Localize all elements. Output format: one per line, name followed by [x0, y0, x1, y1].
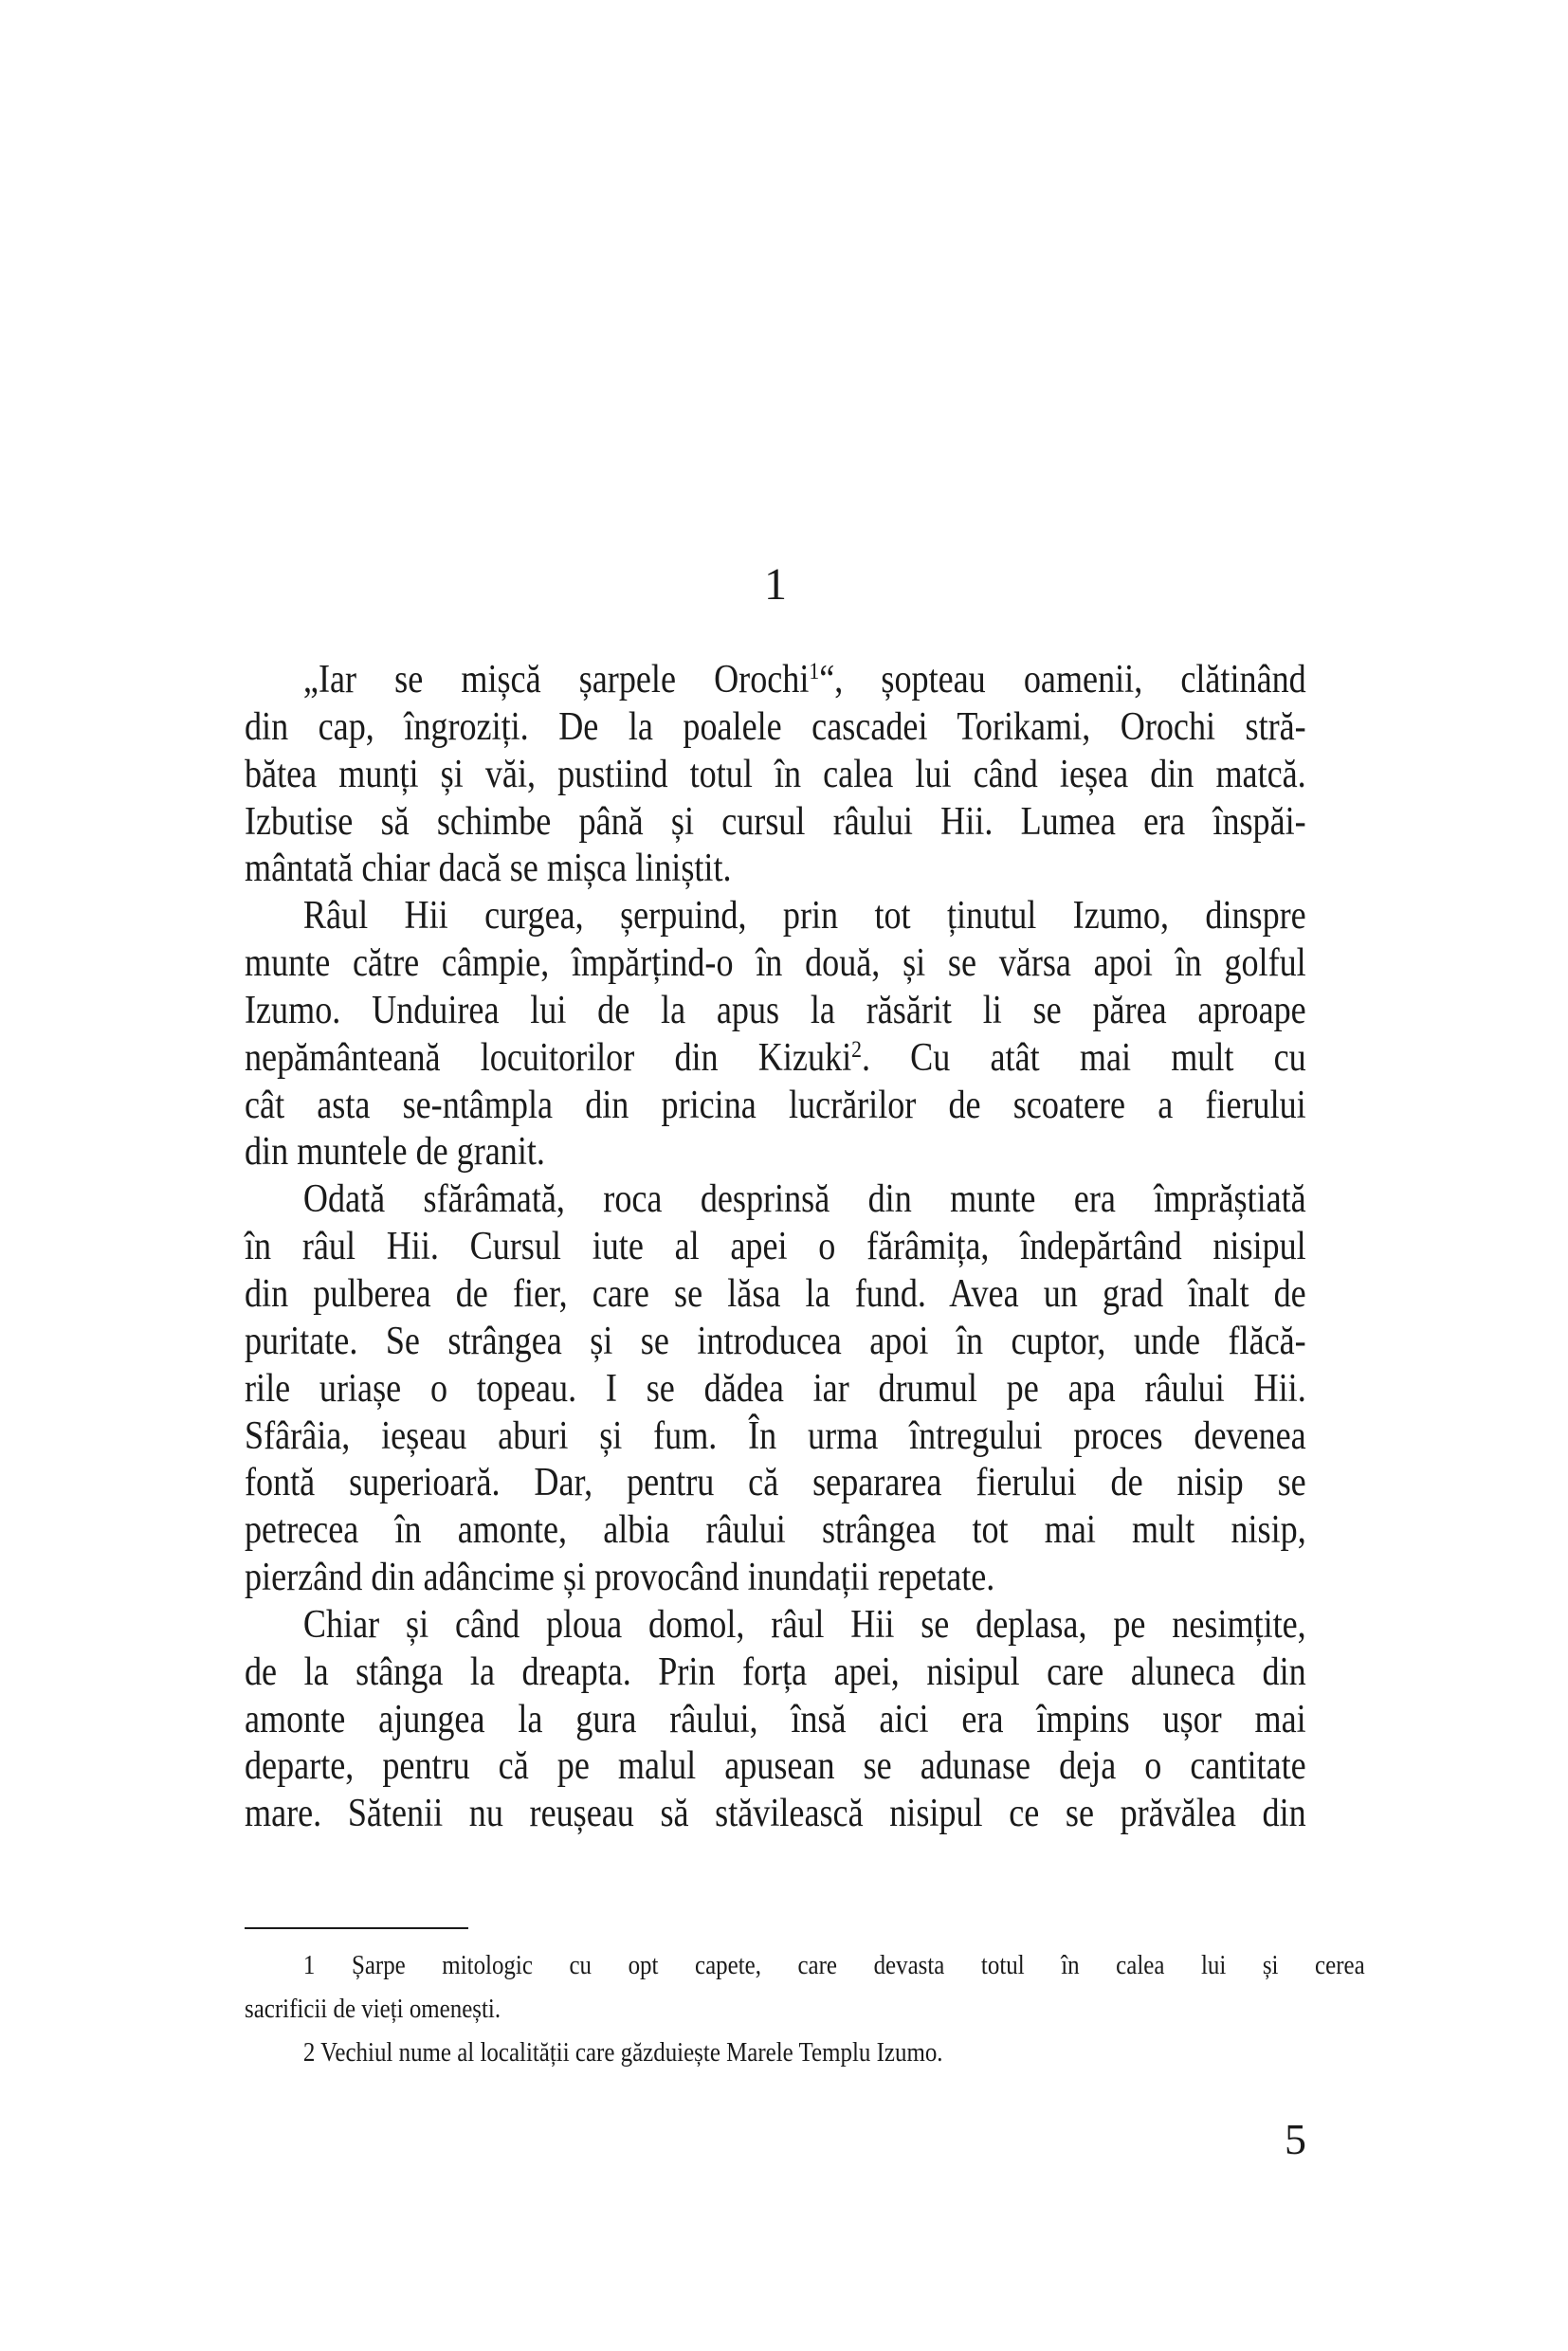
- footnote-2: 2 Vechiul nume al localității care găzduiește Marele Templu Izumo.: [302, 2037, 943, 2068]
- footnote-ref-1[interactable]: 1: [809, 659, 820, 685]
- text-segment: „Iar se mișcă șarpele Orochi: [302, 658, 810, 702]
- text-line: în râul Hii. Cursul iute al apei o fărâmița, îndepărtând nisipul: [245, 1225, 1306, 1269]
- footnote-separator: [245, 1927, 468, 1929]
- text-line: petrecea în amonte, albia râului strângea tot mai mult nisip,: [245, 1508, 1306, 1553]
- text-line: mântată chiar dacă se mișca liniștit.: [245, 847, 732, 891]
- page-number: 5: [1285, 2115, 1306, 2163]
- text-line: Râul Hii curgea, șerpuind, prin tot ținutul Izumo, dinspre: [302, 894, 1306, 939]
- body-text: [245, 657, 1306, 1838]
- text-line: munte către câmpie, împărțind-o în două, și se vărsa apoi în golful: [245, 941, 1306, 986]
- text-line: amonte ajungea la gura râului, însă aici era împins ușor mai: [245, 1697, 1306, 1741]
- text-line: de la stânga la dreapta. Prin forța apei, nisipul care aluneca din: [245, 1649, 1306, 1694]
- text-line: mare. Sătenii nu reușeau să stăvilească nisipul ce se prăvălea din: [245, 1792, 1306, 1836]
- text-line: din muntele de granit.: [245, 1130, 545, 1175]
- chapter-number: 1: [764, 559, 787, 610]
- text-line: Izumo. Unduirea lui de la apus la răsărit li se părea aproape: [245, 988, 1306, 1032]
- text-line: departe, pentru că pe malul apusean se adunase deja o cantitate: [245, 1744, 1306, 1789]
- text-line: din pulberea de fier, care se lăsa la fund. Avea un grad înalt de: [245, 1271, 1306, 1316]
- text-line: Odată sfărâmată, roca desprinsă din munte era împrăștiată: [302, 1177, 1306, 1222]
- text-line: puritate. Se strângea și se introducea apoi în cuptor, unde flăcă-: [245, 1319, 1306, 1363]
- text-segment: . Cu atât mai mult cu: [861, 1035, 1306, 1080]
- footnote-ref-2[interactable]: 2: [851, 1036, 862, 1063]
- text-line: Sfârâia, ieșeau aburi și fum. În urma întregului proces devenea: [245, 1413, 1306, 1458]
- text-line: cât asta se-ntâmpla din pricina lucrărilor de scoatere a fierului: [245, 1083, 1306, 1127]
- text-line: [245, 1035, 1306, 1083]
- text-line: pierzând din adâncime și provocând inundații repetate.: [245, 1556, 995, 1600]
- footnote-1: 1 Șarpe mitologic cu opt capete, care devasta totul în calea lui și cerea: [302, 1950, 1365, 1980]
- text-segment: “, șopteau oamenii, clătinând: [819, 658, 1306, 702]
- text-line: rile uriașe o topeau. I se dădea iar drumul pe apa râului Hii.: [245, 1366, 1306, 1411]
- text-line: bătea munți și văi, pustiind totul în calea lui când ieșea din matcă.: [245, 752, 1306, 796]
- text-line: Chiar și când ploua domol, râul Hii se deplasa, pe nesimțite,: [302, 1602, 1306, 1647]
- text-line: din cap, îngroziți. De la poalele cascadei Torikami, Orochi stră-: [245, 704, 1306, 749]
- footnotes: [245, 1943, 1365, 2074]
- text-segment: nepământeană locuitorilor din Kizuki: [245, 1035, 852, 1080]
- footnote-1-continuation: sacrificii de vieți omenești.: [245, 1994, 501, 2024]
- text-line: [245, 657, 1306, 704]
- text-line: Izbutise să schimbe până și cursul râului Hii. Lumea era înspăi-: [245, 799, 1306, 844]
- text-line: fontă superioară. Dar, pentru că separarea fierului de nisip se: [245, 1461, 1306, 1505]
